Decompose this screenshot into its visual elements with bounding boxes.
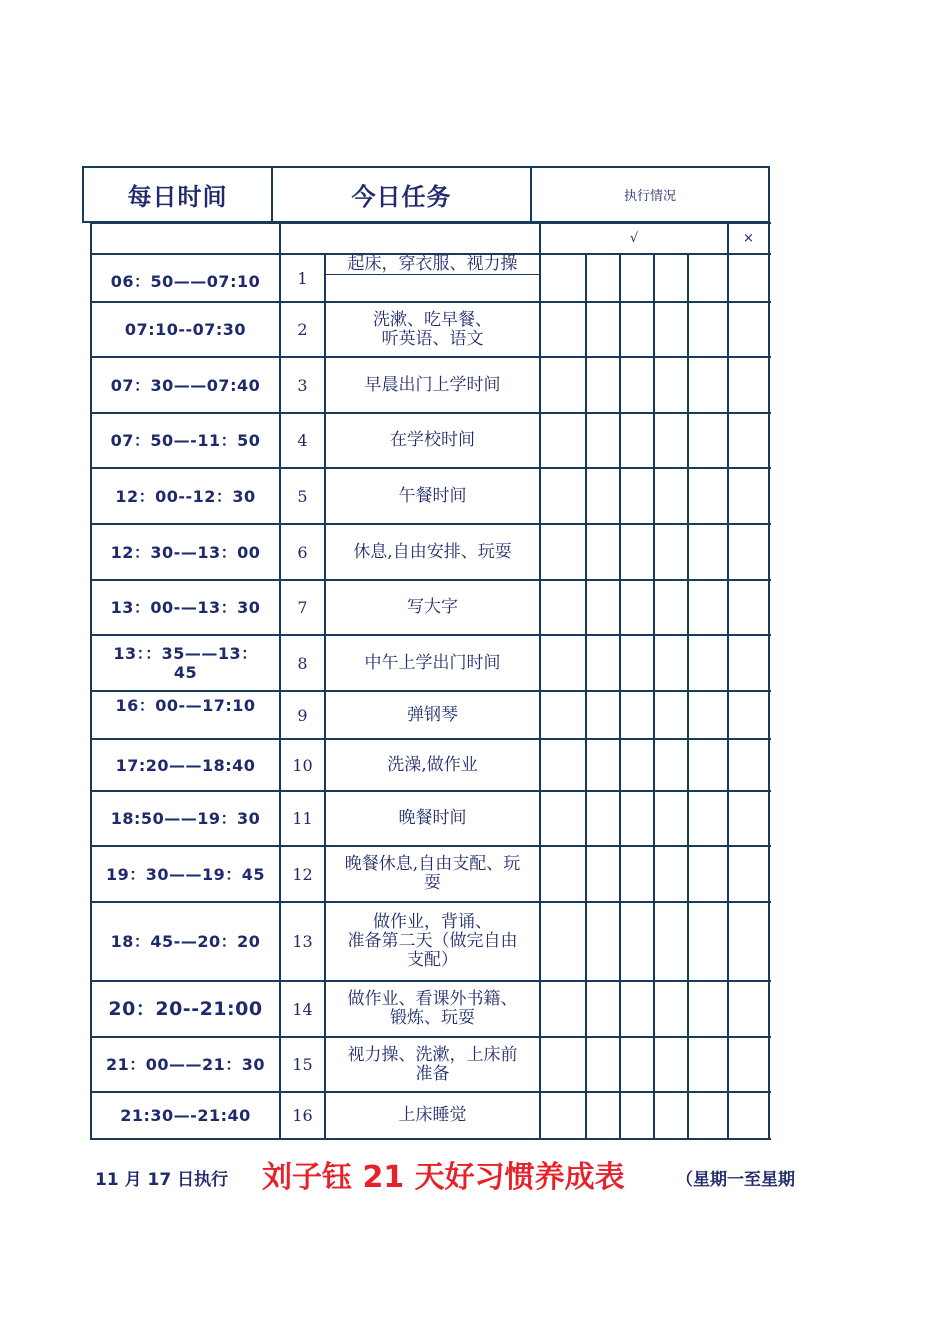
status-check-cell[interactable] <box>586 791 620 846</box>
row-number: 2 <box>297 320 308 339</box>
status-check-cell[interactable] <box>688 524 728 580</box>
task-cell <box>325 739 540 791</box>
number-cell <box>280 739 325 791</box>
time-text: 18：45-—20：20 <box>110 932 261 951</box>
status-check-cell[interactable] <box>654 981 688 1037</box>
status-check-cell[interactable] <box>728 846 769 902</box>
number-cell <box>280 302 325 357</box>
number-cell <box>280 254 325 302</box>
status-check-cell[interactable] <box>654 413 688 468</box>
status-check-cell[interactable] <box>620 254 654 302</box>
task-text: 洗漱、吃早餐、 听英语、语文 <box>373 309 492 349</box>
status-check-cell[interactable] <box>586 254 620 302</box>
status-check-cell[interactable] <box>540 1037 586 1092</box>
status-check-cell[interactable] <box>540 791 586 846</box>
time-cell <box>91 981 280 1037</box>
status-check-cell[interactable] <box>688 254 728 302</box>
time-cell <box>91 791 280 846</box>
check-mark-icon: √ <box>629 231 639 246</box>
status-check-cell[interactable] <box>620 846 654 902</box>
time-cell <box>91 1092 280 1139</box>
row-number: 4 <box>297 431 308 450</box>
status-check-cell[interactable] <box>688 691 728 739</box>
status-check-cell[interactable] <box>688 357 728 413</box>
status-check-cell[interactable] <box>654 302 688 357</box>
status-check-cell[interactable] <box>540 981 586 1037</box>
number-cell <box>280 580 325 635</box>
status-check-cell[interactable] <box>728 468 769 524</box>
grid-line-sub-col <box>90 223 92 254</box>
task-cell <box>325 791 540 846</box>
status-check-cell[interactable] <box>620 468 654 524</box>
time-text: 16：00-—17:10 <box>115 696 256 715</box>
footer-date <box>95 1163 228 1191</box>
status-check-cell[interactable] <box>586 739 620 791</box>
task-text: 休息,自由安排、玩耍 <box>353 541 512 562</box>
row-number: 3 <box>297 375 308 395</box>
status-check-cell[interactable] <box>620 580 654 635</box>
status-check-cell[interactable] <box>728 357 769 413</box>
status-check-cell[interactable] <box>728 254 769 302</box>
status-check-cell[interactable] <box>586 981 620 1037</box>
status-check-cell[interactable] <box>540 1092 586 1139</box>
row-number: 6 <box>297 542 308 562</box>
time-text: 21：00——21：30 <box>105 1055 266 1074</box>
status-check-cell[interactable] <box>540 846 586 902</box>
status-check-cell[interactable] <box>654 902 688 981</box>
status-check-cell[interactable] <box>654 791 688 846</box>
status-check-cell[interactable] <box>586 302 620 357</box>
status-check-cell[interactable] <box>728 1092 769 1139</box>
status-check-cell[interactable] <box>620 791 654 846</box>
footer-date-text: 11 月 17 日执行 <box>95 1169 229 1190</box>
status-check-cell[interactable] <box>540 524 586 580</box>
grid-line-sub-col <box>279 223 281 254</box>
time-text: 20：20--21:00 <box>108 997 263 1020</box>
task-underline <box>325 274 540 275</box>
status-check-cell[interactable] <box>688 1092 728 1139</box>
time-cell <box>91 302 280 357</box>
task-cell <box>325 691 540 739</box>
status-check-cell[interactable] <box>728 902 769 981</box>
footer-title <box>262 1152 625 1196</box>
row-number: 7 <box>297 598 308 617</box>
status-check-cell[interactable] <box>540 413 586 468</box>
number-cell <box>280 846 325 902</box>
status-check-cell[interactable] <box>688 902 728 981</box>
status-check-cell[interactable] <box>620 739 654 791</box>
status-check-cell[interactable] <box>586 1037 620 1092</box>
task-cell <box>325 254 540 302</box>
status-check-cell[interactable] <box>728 302 769 357</box>
number-cell <box>280 413 325 468</box>
status-check-cell[interactable] <box>620 1037 654 1092</box>
number-cell <box>280 468 325 524</box>
task-text: 洗澡,做作业 <box>387 754 478 775</box>
status-check-cell[interactable] <box>654 739 688 791</box>
status-check-cell[interactable] <box>586 635 620 691</box>
status-check-cell[interactable] <box>688 981 728 1037</box>
status-check-cell[interactable] <box>620 357 654 413</box>
row-number: 11 <box>292 809 313 828</box>
status-check-cell[interactable] <box>620 302 654 357</box>
status-check-cell[interactable] <box>688 413 728 468</box>
row-number: 9 <box>297 705 308 725</box>
status-check-cell[interactable] <box>654 1037 688 1092</box>
row-number: 16 <box>292 1106 313 1125</box>
status-check-cell[interactable] <box>540 902 586 981</box>
task-text: 午餐时间 <box>398 485 467 506</box>
task-text: 弹钢琴 <box>407 704 458 725</box>
task-text: 做作业、看课外书籍、 锻炼、玩耍 <box>347 989 518 1028</box>
time-cell <box>91 635 280 691</box>
time-cell <box>91 902 280 981</box>
row-number: 12 <box>292 864 313 884</box>
status-check-cell[interactable] <box>728 635 769 691</box>
number-cell <box>280 902 325 981</box>
status-check-cell[interactable] <box>654 468 688 524</box>
time-text: 07:10--07:30 <box>124 320 247 339</box>
status-check-cell[interactable] <box>620 981 654 1037</box>
task-text: 做作业，背诵、 准备第二天（做完自由 支配） <box>347 912 518 970</box>
status-check-cell[interactable] <box>688 1037 728 1092</box>
status-check-cell[interactable] <box>688 739 728 791</box>
status-check-cell[interactable] <box>688 635 728 691</box>
time-text: 12：00--12：30 <box>115 486 256 506</box>
row-number: 8 <box>297 653 308 673</box>
status-check-cell[interactable] <box>540 468 586 524</box>
status-check-cell[interactable] <box>654 635 688 691</box>
task-text: 晚餐休息,自由支配、玩 耍 <box>344 854 521 893</box>
status-check-cell[interactable] <box>540 357 586 413</box>
status-check-cell[interactable] <box>688 791 728 846</box>
header-status-title: 执行情况 <box>623 189 676 204</box>
time-text: 21:30—-21:40 <box>120 1106 251 1125</box>
row-number: 15 <box>292 1055 313 1074</box>
time-cell <box>91 357 280 413</box>
time-cell <box>91 1037 280 1092</box>
task-cell <box>325 846 540 902</box>
task-cell <box>325 302 540 357</box>
status-check-cell[interactable] <box>728 981 769 1037</box>
footer-note-text: （星期一至星期 <box>676 1169 795 1190</box>
time-cell <box>91 524 280 580</box>
task-cell <box>325 357 540 413</box>
status-check-cell[interactable] <box>654 254 688 302</box>
status-check-cell[interactable] <box>654 846 688 902</box>
row-number: 1 <box>297 268 308 288</box>
status-check-cell[interactable] <box>688 580 728 635</box>
header-task-cell <box>271 166 532 223</box>
task-cell <box>325 413 540 468</box>
time-cell <box>91 846 280 902</box>
task-cell <box>325 635 540 691</box>
header-time-title: 每日时间 <box>127 183 228 211</box>
status-check-cell[interactable] <box>654 580 688 635</box>
status-check-cell[interactable] <box>654 524 688 580</box>
row-number: 14 <box>292 999 313 1019</box>
status-check-cell[interactable] <box>620 635 654 691</box>
status-check-cell[interactable] <box>540 739 586 791</box>
status-check-cell[interactable] <box>586 524 620 580</box>
time-text: 07：50—-11：50 <box>110 431 261 450</box>
task-text: 起床，穿衣服、视力操 <box>347 254 518 274</box>
status-check-cell[interactable] <box>540 580 586 635</box>
task-text: 中午上学出门时间 <box>364 652 501 673</box>
check-mark-header <box>540 223 728 254</box>
status-check-cell[interactable] <box>586 357 620 413</box>
row-number: 13 <box>292 932 313 951</box>
status-check-cell[interactable] <box>728 691 769 739</box>
status-check-cell[interactable] <box>654 1092 688 1139</box>
task-text: 早晨出门上学时间 <box>364 374 501 395</box>
status-check-cell[interactable] <box>620 902 654 981</box>
time-cell <box>91 254 280 302</box>
status-check-cell[interactable] <box>540 635 586 691</box>
task-text: 在学校时间 <box>390 430 475 450</box>
time-text: 17:20——18:40 <box>115 755 256 775</box>
header-status-cell <box>530 166 770 223</box>
status-check-cell[interactable] <box>688 302 728 357</box>
task-cell <box>325 902 540 981</box>
number-cell <box>280 791 325 846</box>
header-task-title: 今日任务 <box>351 183 452 211</box>
task-cell <box>325 981 540 1037</box>
status-check-cell[interactable] <box>688 846 728 902</box>
status-check-cell[interactable] <box>540 302 586 357</box>
cross-mark-header <box>728 223 769 254</box>
status-check-cell[interactable] <box>728 1037 769 1092</box>
status-check-cell[interactable] <box>586 413 620 468</box>
status-check-cell[interactable] <box>586 846 620 902</box>
task-text: 晚餐时间 <box>398 808 467 828</box>
number-cell <box>280 1037 325 1092</box>
time-text: 19：30——19：45 <box>105 864 266 884</box>
cross-mark-icon: × <box>743 231 754 246</box>
time-cell <box>91 413 280 468</box>
task-cell <box>325 468 540 524</box>
status-check-cell[interactable] <box>688 468 728 524</box>
number-cell <box>280 691 325 739</box>
status-check-cell[interactable] <box>586 468 620 524</box>
task-text: 上床睡觉 <box>398 1105 467 1125</box>
time-cell <box>91 468 280 524</box>
status-check-cell[interactable] <box>620 1092 654 1139</box>
time-text: 06：50——07:10 <box>110 271 261 291</box>
status-check-cell[interactable] <box>540 691 586 739</box>
task-cell <box>325 1037 540 1092</box>
number-cell <box>280 524 325 580</box>
number-cell <box>280 981 325 1037</box>
row-number: 10 <box>292 755 313 775</box>
status-check-cell[interactable] <box>586 580 620 635</box>
header-time-cell <box>82 166 273 223</box>
status-check-cell[interactable] <box>586 691 620 739</box>
status-check-cell[interactable] <box>728 580 769 635</box>
status-check-cell[interactable] <box>654 357 688 413</box>
number-cell <box>280 635 325 691</box>
status-check-cell[interactable] <box>620 524 654 580</box>
time-cell <box>91 580 280 635</box>
time-cell <box>91 739 280 791</box>
task-cell <box>325 1092 540 1139</box>
status-check-cell[interactable] <box>586 902 620 981</box>
time-text: 13：：35——13： 45 <box>113 644 258 682</box>
number-cell <box>280 1092 325 1139</box>
row-number: 5 <box>297 486 308 506</box>
task-cell <box>325 524 540 580</box>
task-cell <box>325 580 540 635</box>
status-check-cell[interactable] <box>586 1092 620 1139</box>
task-text: 写大字 <box>407 597 458 617</box>
status-check-cell[interactable] <box>728 739 769 791</box>
time-text: 07：30——07:40 <box>110 375 261 395</box>
status-check-cell[interactable] <box>728 413 769 468</box>
status-check-cell[interactable] <box>728 524 769 580</box>
time-text: 12：30-—13：00 <box>110 542 261 562</box>
status-check-cell[interactable] <box>654 691 688 739</box>
time-text: 13：00-—13：30 <box>110 598 261 617</box>
status-check-cell[interactable] <box>540 254 586 302</box>
task-text: 视力操、洗漱，上床前 准备 <box>347 1044 518 1084</box>
status-check-cell[interactable] <box>728 791 769 846</box>
time-cell <box>91 691 280 739</box>
number-cell <box>280 357 325 413</box>
time-text: 18:50——19：30 <box>110 809 261 828</box>
footer-title-text: 刘子钰 21 天好习惯养成表 <box>262 1160 625 1195</box>
status-check-cell[interactable] <box>620 413 654 468</box>
footer-note <box>676 1163 795 1191</box>
status-check-cell[interactable] <box>620 691 654 739</box>
